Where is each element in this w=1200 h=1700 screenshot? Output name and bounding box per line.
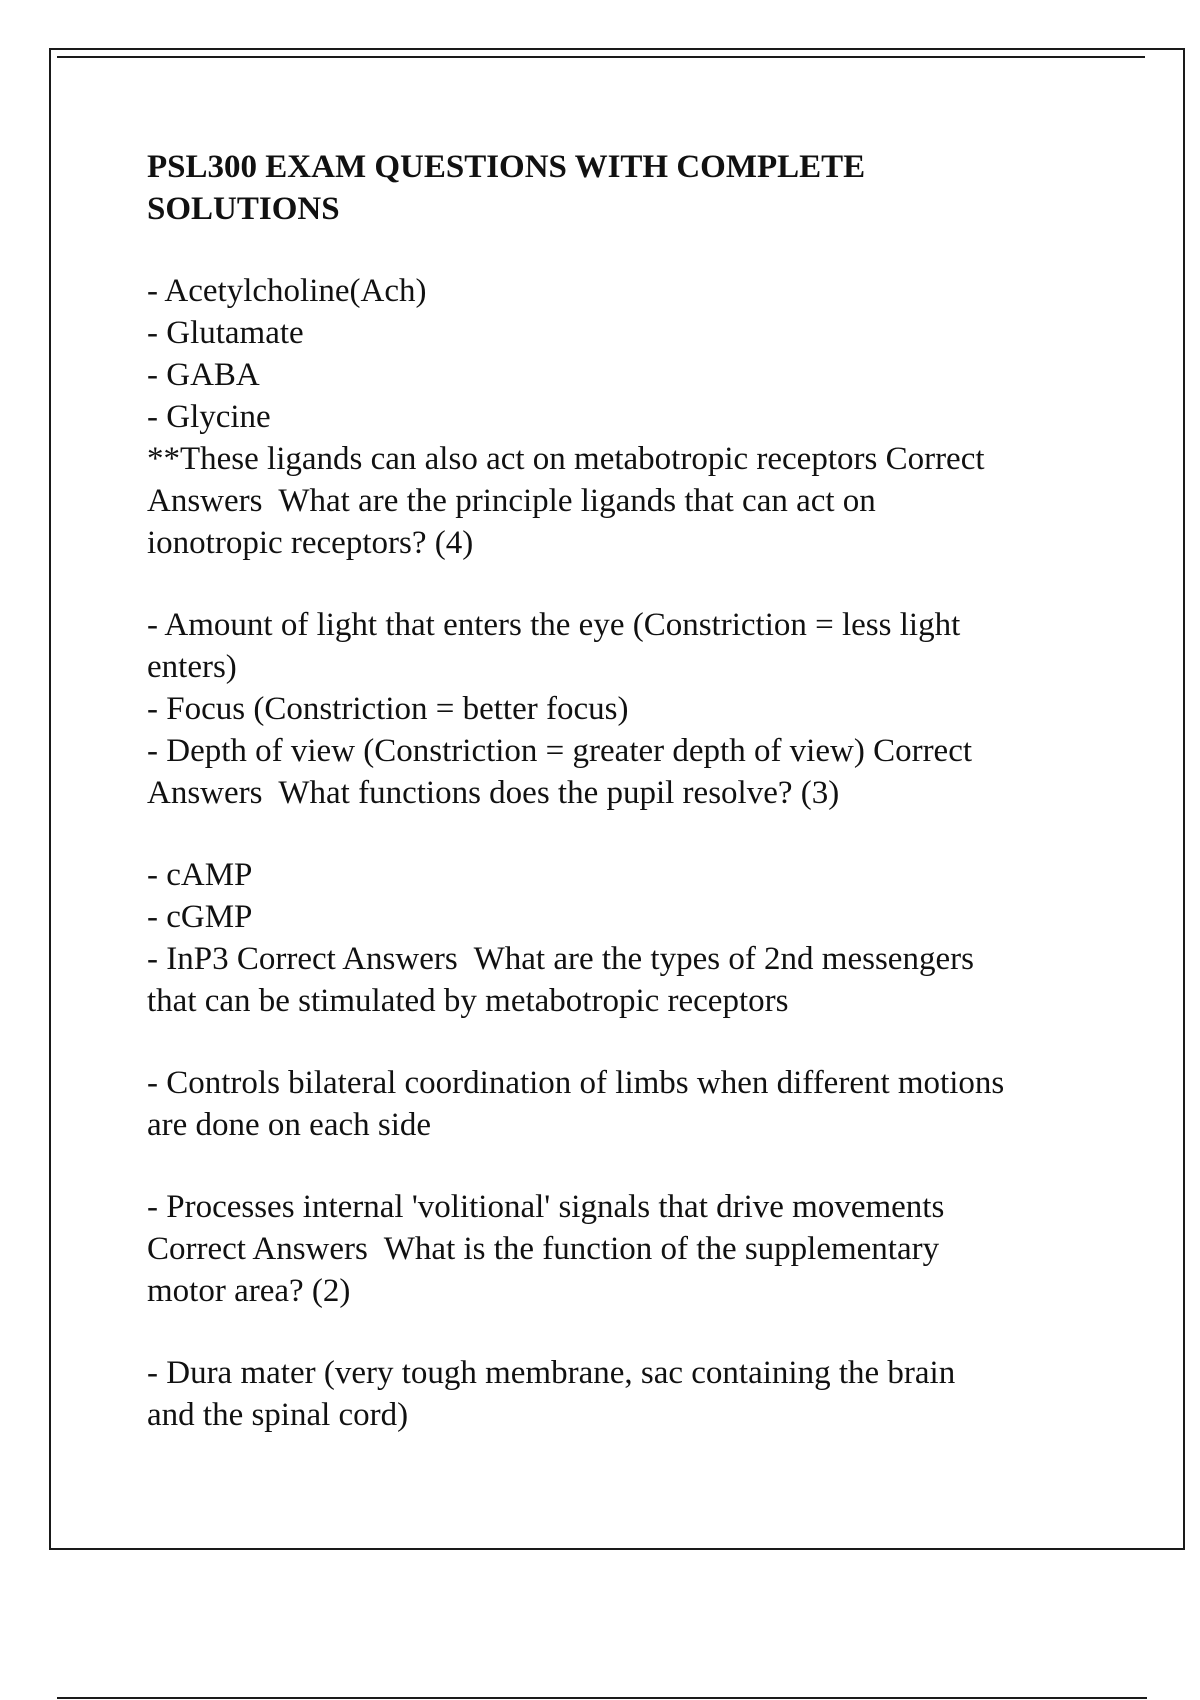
qa-block-second-messengers bbox=[147, 854, 1107, 1022]
text-line: - cGMP bbox=[147, 899, 253, 935]
footer-rule bbox=[57, 1697, 1147, 1699]
text-line: Answers What are the principle ligands that can act on bbox=[147, 483, 876, 519]
title-line-2: SOLUTIONS bbox=[147, 191, 340, 227]
text-line: - Acetylcholine(Ach) bbox=[147, 273, 427, 309]
text-line: - GABA bbox=[147, 357, 260, 393]
text-line: Correct Answers What is the function of the supplementary bbox=[147, 1231, 940, 1267]
text-line: - Processes internal 'volitional' signals that drive movements bbox=[147, 1189, 945, 1225]
text-line: **These ligands can also act on metabotropic receptors Correct bbox=[147, 441, 985, 477]
text-line: that can be stimulated by metabotropic receptors bbox=[147, 983, 789, 1019]
text-line: are done on each side bbox=[147, 1107, 432, 1143]
text-line: ionotropic receptors? (4) bbox=[147, 525, 474, 561]
qa-block-bilateral-coordination bbox=[147, 1062, 1107, 1146]
text-line: - Glycine bbox=[147, 399, 271, 435]
text-line: - Amount of light that enters the eye (Constriction = less light bbox=[147, 607, 961, 643]
title-line-1: PSL300 EXAM QUESTIONS WITH COMPLETE bbox=[147, 149, 866, 185]
text-line: Answers What functions does the pupil resolve? (3) bbox=[147, 775, 840, 811]
document-title bbox=[147, 146, 1107, 230]
text-line: motor area? (2) bbox=[147, 1273, 351, 1309]
qa-block-dura-mater bbox=[147, 1352, 1107, 1436]
text-line: - Depth of view (Constriction = greater depth of view) Correct bbox=[147, 733, 973, 769]
text-line: - Dura mater (very tough membrane, sac containing the brain bbox=[147, 1355, 956, 1391]
text-line: enters) bbox=[147, 649, 237, 685]
document-body bbox=[147, 146, 1107, 1476]
text-line: and the spinal cord) bbox=[147, 1397, 409, 1433]
header-rule bbox=[57, 56, 1145, 58]
text-line: - Glutamate bbox=[147, 315, 304, 351]
text-line: - Focus (Constriction = better focus) bbox=[147, 691, 629, 727]
page-border bbox=[49, 48, 1185, 1550]
text-line: - Controls bilateral coordination of limbs when different motions bbox=[147, 1065, 1005, 1101]
qa-block-supplementary-motor-area bbox=[147, 1186, 1107, 1312]
qa-block-ionotropic-ligands bbox=[147, 270, 1107, 564]
text-line: - cAMP bbox=[147, 857, 253, 893]
qa-block-pupil-functions bbox=[147, 604, 1107, 814]
text-line: - InP3 Correct Answers What are the types of 2nd messengers bbox=[147, 941, 974, 977]
